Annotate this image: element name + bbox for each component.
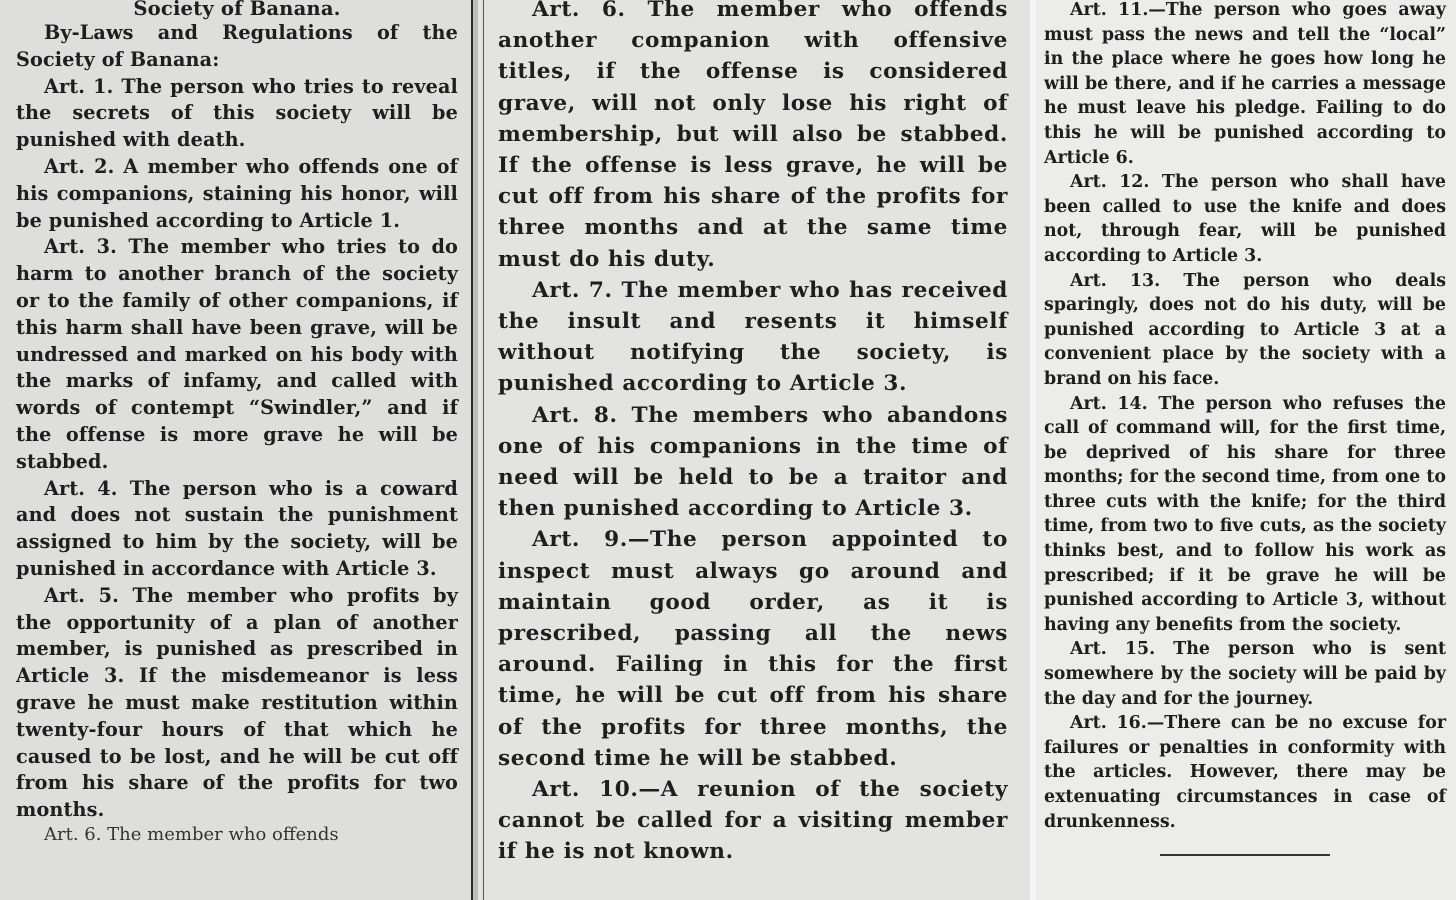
article-3: Art. 3. The member who tries to do harm to another branch of the society or to the family of other companions, if this harm shall have been grave, will be undressed and marked on his body with the marks of infamy, and called with words of contempt “Swindler,” and if the offense is more grave he will be stabbed.	[16, 235, 458, 473]
partial-bottom-line: Art. 6. The member who offends	[44, 823, 339, 845]
column-3	[1036, 0, 1456, 900]
article-15: Art. 15. The person who is sent somewhere by the society will be paid by the day and for the journey.	[1044, 639, 1446, 709]
article-4: Art. 4. The person who is a coward and does not sustain the punishment assigned to him by the society, will be punished in accordance with Article 3.	[16, 476, 458, 580]
column-1	[0, 0, 472, 900]
article-14: Art. 14. The person who refuses the call of command will, for the first time, be deprived of his share for three months; for the second time, from one to three cuts with the knife; for the third time, from two to five cuts, as the society thinks best, and to follow his work as prescribed; if it be grave he will be punished according to Article 3, without having any benefits from the society.	[1044, 393, 1446, 635]
intro-paragraph: By-Laws and Regulations of the Society of Banana:	[16, 21, 458, 71]
article-5: Art. 5. The member who profits by the opportunity of a plan of another member, is punished as prescribed in Article 3. If the misdemeanor is less grave he must make restitution within twenty-four hours of that which he caused to be lost, and he will be cut off from his share of the profits for two months.	[16, 583, 458, 822]
article-9: Art. 9.—The person appointed to inspect must always go around and maintain good order, as it is prescribed, passing all the news around. Failing in this for the first time, he will be cut off from his share of the profits for three months, the second time he will be stabbed.	[498, 527, 1008, 771]
article-11: Art. 11.—The person who goes away must pass the news and tell the “local” in the place where he goes how long he will be there, and if he carries a message he must leave his pledge. Failing to do this he will be punished according to Article 6.	[1044, 0, 1446, 168]
column-rule-inner	[483, 0, 484, 900]
article-1: Art. 1. The person who tries to reveal the secrets of this society will be punished with death.	[16, 74, 458, 152]
article-heading: Society of Banana.	[133, 0, 341, 20]
end-rule	[1160, 854, 1330, 856]
article-2: Art. 2. A member who offends one of his companions, staining his honor, will be punished according to Article 1.	[16, 154, 458, 232]
article-10: Art. 10.—A reunion of the society cannot be called for a visiting member if he is not known.	[498, 777, 1008, 865]
article-13: Art. 13. The person who deals sparingly, does not do his duty, will be punished according to Article 3 at a convenient place by the society with a brand on his face.	[1044, 270, 1446, 389]
column-rule-left	[471, 0, 473, 900]
column-2	[478, 0, 1030, 900]
article-8: Art. 8. The members who abandons one of his companions in the time of need will be held to be a traitor and then punished according to Article 3.	[498, 402, 1008, 522]
article-7: Art. 7. The member who has received the insult and resents it himself without notifying the society, is punished according to Article 3.	[498, 277, 1008, 397]
article-6: Art. 6. The member who offends another companion with offensive titles, if the offense is considered grave, will not only lose his right of membership, but will also be stabbed. If the offense is less grave, he will be cut off from his share of the profits for three months and at the same time must do his duty.	[498, 0, 1008, 272]
article-16: Art. 16.—There can be no excuse for failures or penalties in conformity with the articles. However, there may be extenuating circumstances in case of drunkenness.	[1044, 713, 1446, 832]
article-12: Art. 12. The person who shall have been called to use the knife and does not, through fear, will be punished according to Article 3.	[1044, 172, 1446, 266]
